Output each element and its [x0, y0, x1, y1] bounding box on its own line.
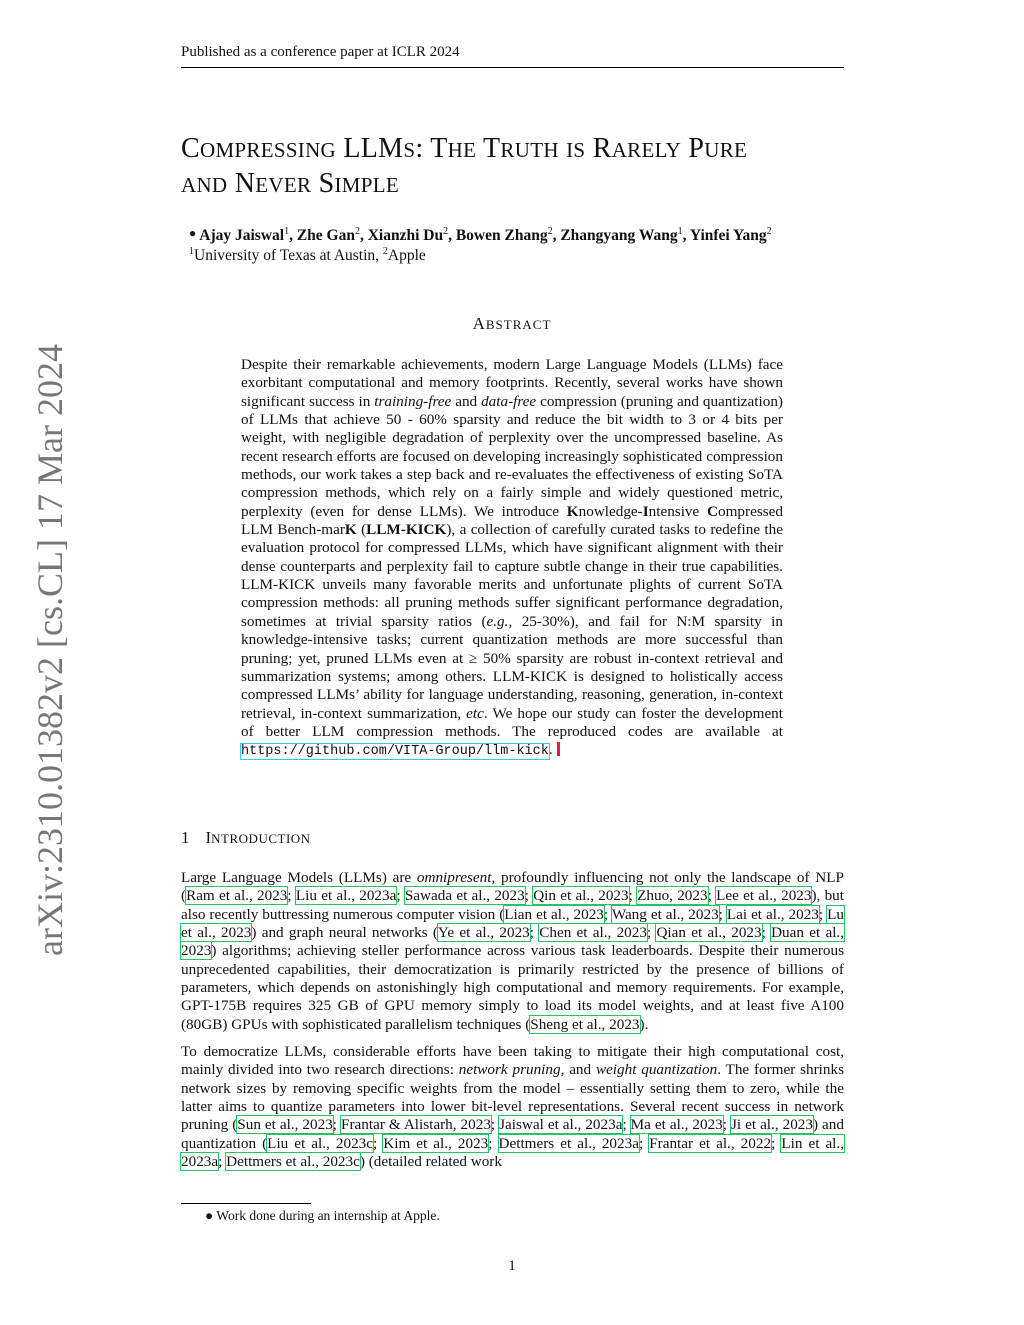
apple-icon: ● — [189, 226, 197, 241]
citation-link[interactable]: Wang et al., 2023 — [611, 905, 719, 923]
citation-link[interactable]: Lian et al., 2023 — [504, 905, 604, 923]
citation-link[interactable]: Sheng et al., 2023 — [530, 1015, 640, 1033]
citation-link[interactable]: Sun et al., 2023 — [237, 1116, 333, 1134]
title-line-1: COMPRESSING LLMS: THE TRUTH IS RARELY PURE — [181, 133, 748, 164]
abstract-text: Despite their remarkable achievements, modern Large Language Models (LLMs) face exorbitant computational and memory footprints. Recently, several works have shown significant success in training-free and data-free compression (pruning and quantization) of LLMs that achieve 50 - 60% sparsity and reduce the bit width to 3 or 4 bits per weight, with negligible degradation of perplexity over the uncompressed baseline. As recent research efforts are focused on developing increasingly sophisticated compression methods, our work takes a step back and re-evaluates the effectiveness of existing SoTA compression methods, which rely on a fairly simple and widely questioned metric, perplexity (even for dense LLMs). We introduce Knowledge-Intensive Compressed LLM Bench-marK (LLM-KICK), a collection of carefully curated tasks to redefine the evaluation protocol for compressed LLMs, which have significant alignment with their dense counterparts and perplexity fail to capture subtle change in their true capabilities. LLM-KICK unveils many favorable merits and unfortunate plights of current SoTA compression methods: all pruning methods suffer significant performance degradation, sometimes at trivial sparsity ratios (e.g., 25-30%), and fail for N:M sparsity in knowledge-intensive tasks; current quantization methods are more successful than pruning; yet, pruned LLMs even at ≥ 50% sparsity are robust in-context retrieval and summarization systems; among others. LLM-KICK is designed to holistically access compressed LLMs’ ability for language understanding, reasoning, generation, in-context retrieval, in-context summarization, etc. We hope our study can foster the development of better LLM compression methods. The reproduced codes are available at https://github.com/VITA-Group/llm-kick. — [241, 356, 783, 760]
arxiv-stamp: arXiv:2310.01382v2 [cs.CL] 17 Mar 2024 — [30, 344, 70, 956]
citation-link[interactable]: Liu et al., 2023c — [267, 1134, 373, 1152]
footnote-divider — [181, 1203, 311, 1204]
citation-link[interactable]: Chen et al., 2023 — [539, 924, 647, 942]
author-list: ● Ajay Jaiswal$^1$, Zhe Gan$^2$, Xianzhi Du$^2$, Bowen Zhang$^2$, Zhangyang Wang$^1$, Yinfei Yang$^2$ — [189, 226, 772, 245]
paper-title — [181, 132, 861, 202]
citation-link[interactable]: Lai et al., 2023 — [726, 905, 819, 923]
citation-link[interactable]: Ma et al., 2023 — [630, 1116, 723, 1134]
section-heading-introduction: 1 INTRODUCTION — [181, 828, 311, 847]
code-repo-link[interactable]: https://github.com/VITA-Group/llm-kick — [241, 744, 549, 760]
citation-link[interactable]: Qin et al., 2023 — [533, 887, 629, 905]
link-marker — [557, 742, 560, 756]
citation-link[interactable]: Lin et al., 2023a — [181, 1134, 844, 1171]
citation-link[interactable]: Ye et al., 2023 — [437, 924, 530, 942]
citation-link[interactable]: Frantar & Alistarh, 2023 — [341, 1116, 491, 1134]
citation-link[interactable]: Zhuo, 2023 — [637, 887, 708, 905]
author-name: Zhangyang Wang — [560, 227, 678, 245]
running-header — [181, 44, 844, 68]
paragraph: Large Language Models (LLMs) are omnipresent, profoundly influencing not only the landscape of NLP (Ram et al., 2023; Liu et al., 2023a; Sawada et al., 2023; Qin et al., 2023; Zhuo, 2023; Lee et al., 2023), but also recently buttressing numerous computer vision (Lian et al., 2023; Wang et al., 2023; Lai et al., 2023; Lu et al., 2023) and graph neural networks (Ye et al., 2023; Chen et al., 2023; Qian et al., 2023; Duan et al., 2023) algorithms; achieving steller performance across various task leaderboards. Despite their numerous unprecedented capabilities, their democratization is primarily restricted by the presence of billions of parameters, which depends on astonishingly high computational and memory requirements. For example, GPT-175B requires 325 GB of GPU memory simply to load its model weights, and at least five A100 (80GB) GPUs with sophisticated parallelism techniques (Sheng et al., 2023). — [181, 869, 845, 1033]
citation-link[interactable]: Dettmers et al., 2023c — [226, 1153, 360, 1171]
affiliations: $^1$University of Texas at Austin, $^2$Apple — [189, 246, 426, 265]
citation-link[interactable]: Dettmers et al., 2023a — [498, 1134, 639, 1152]
citation-link[interactable]: Duan et al., 2023 — [181, 924, 845, 960]
citation-link[interactable]: Liu et al., 2023a — [295, 887, 397, 905]
citation-link[interactable]: Lu et al., 2023 — [181, 905, 844, 942]
title-line-2: AND NEVER SIMPLE — [181, 168, 399, 199]
footnote — [205, 1208, 440, 1224]
author-name: Zhe Gan — [296, 227, 355, 245]
author-name: Ajay Jaiswal — [199, 227, 285, 245]
citation-link[interactable]: Ram et al., 2023 — [186, 887, 288, 905]
running-title: Published as a conference paper at ICLR 2024 — [181, 44, 460, 60]
author-name: Yinfei Yang — [689, 227, 767, 245]
page-number: 1 — [508, 1258, 516, 1274]
citation-link[interactable]: Kim et al., 2023 — [383, 1134, 489, 1152]
paragraph: To democratize LLMs, considerable efforts have been taking to mitigate their high computational cost, mainly divided into two research directions: network pruning, and weight quantization. The former shrinks network sizes by removing specific weights from the model – essentially setting them to zero, while the latter aims to quantize parameters into lower bit-level representations. Several recent success in network pruning (Sun et al., 2023; Frantar & Alistarh, 2023; Jaiswal et al., 2023a; Ma et al., 2023; Ji et al., 2023) and quantization (Liu et al., 2023c; Kim et al., 2023; Dettmers et al., 2023a; Frantar et al., 2022; Lin et al., 2023a; Dettmers et al., 2023c) (detailed related work — [181, 1043, 844, 1171]
citation-link[interactable]: Ji et al., 2023 — [731, 1116, 813, 1134]
author-name: Bowen Zhang — [455, 227, 548, 245]
citation-link[interactable]: Qian et al., 2023 — [656, 924, 762, 942]
author-name: Xianzhi Du — [367, 227, 444, 245]
citation-link[interactable]: Frantar et al., 2022 — [649, 1134, 772, 1152]
apple-icon: ● — [205, 1208, 214, 1223]
citation-link[interactable]: Jaiswal et al., 2023a — [499, 1116, 623, 1134]
introduction-body — [181, 869, 844, 1181]
citation-link[interactable]: Sawada et al., 2023 — [404, 887, 525, 905]
citation-link[interactable]: Lee et al., 2023 — [716, 887, 812, 905]
footnote-text: Work done during an internship at Apple. — [216, 1208, 440, 1223]
abstract-heading: ABSTRACT — [472, 314, 552, 333]
